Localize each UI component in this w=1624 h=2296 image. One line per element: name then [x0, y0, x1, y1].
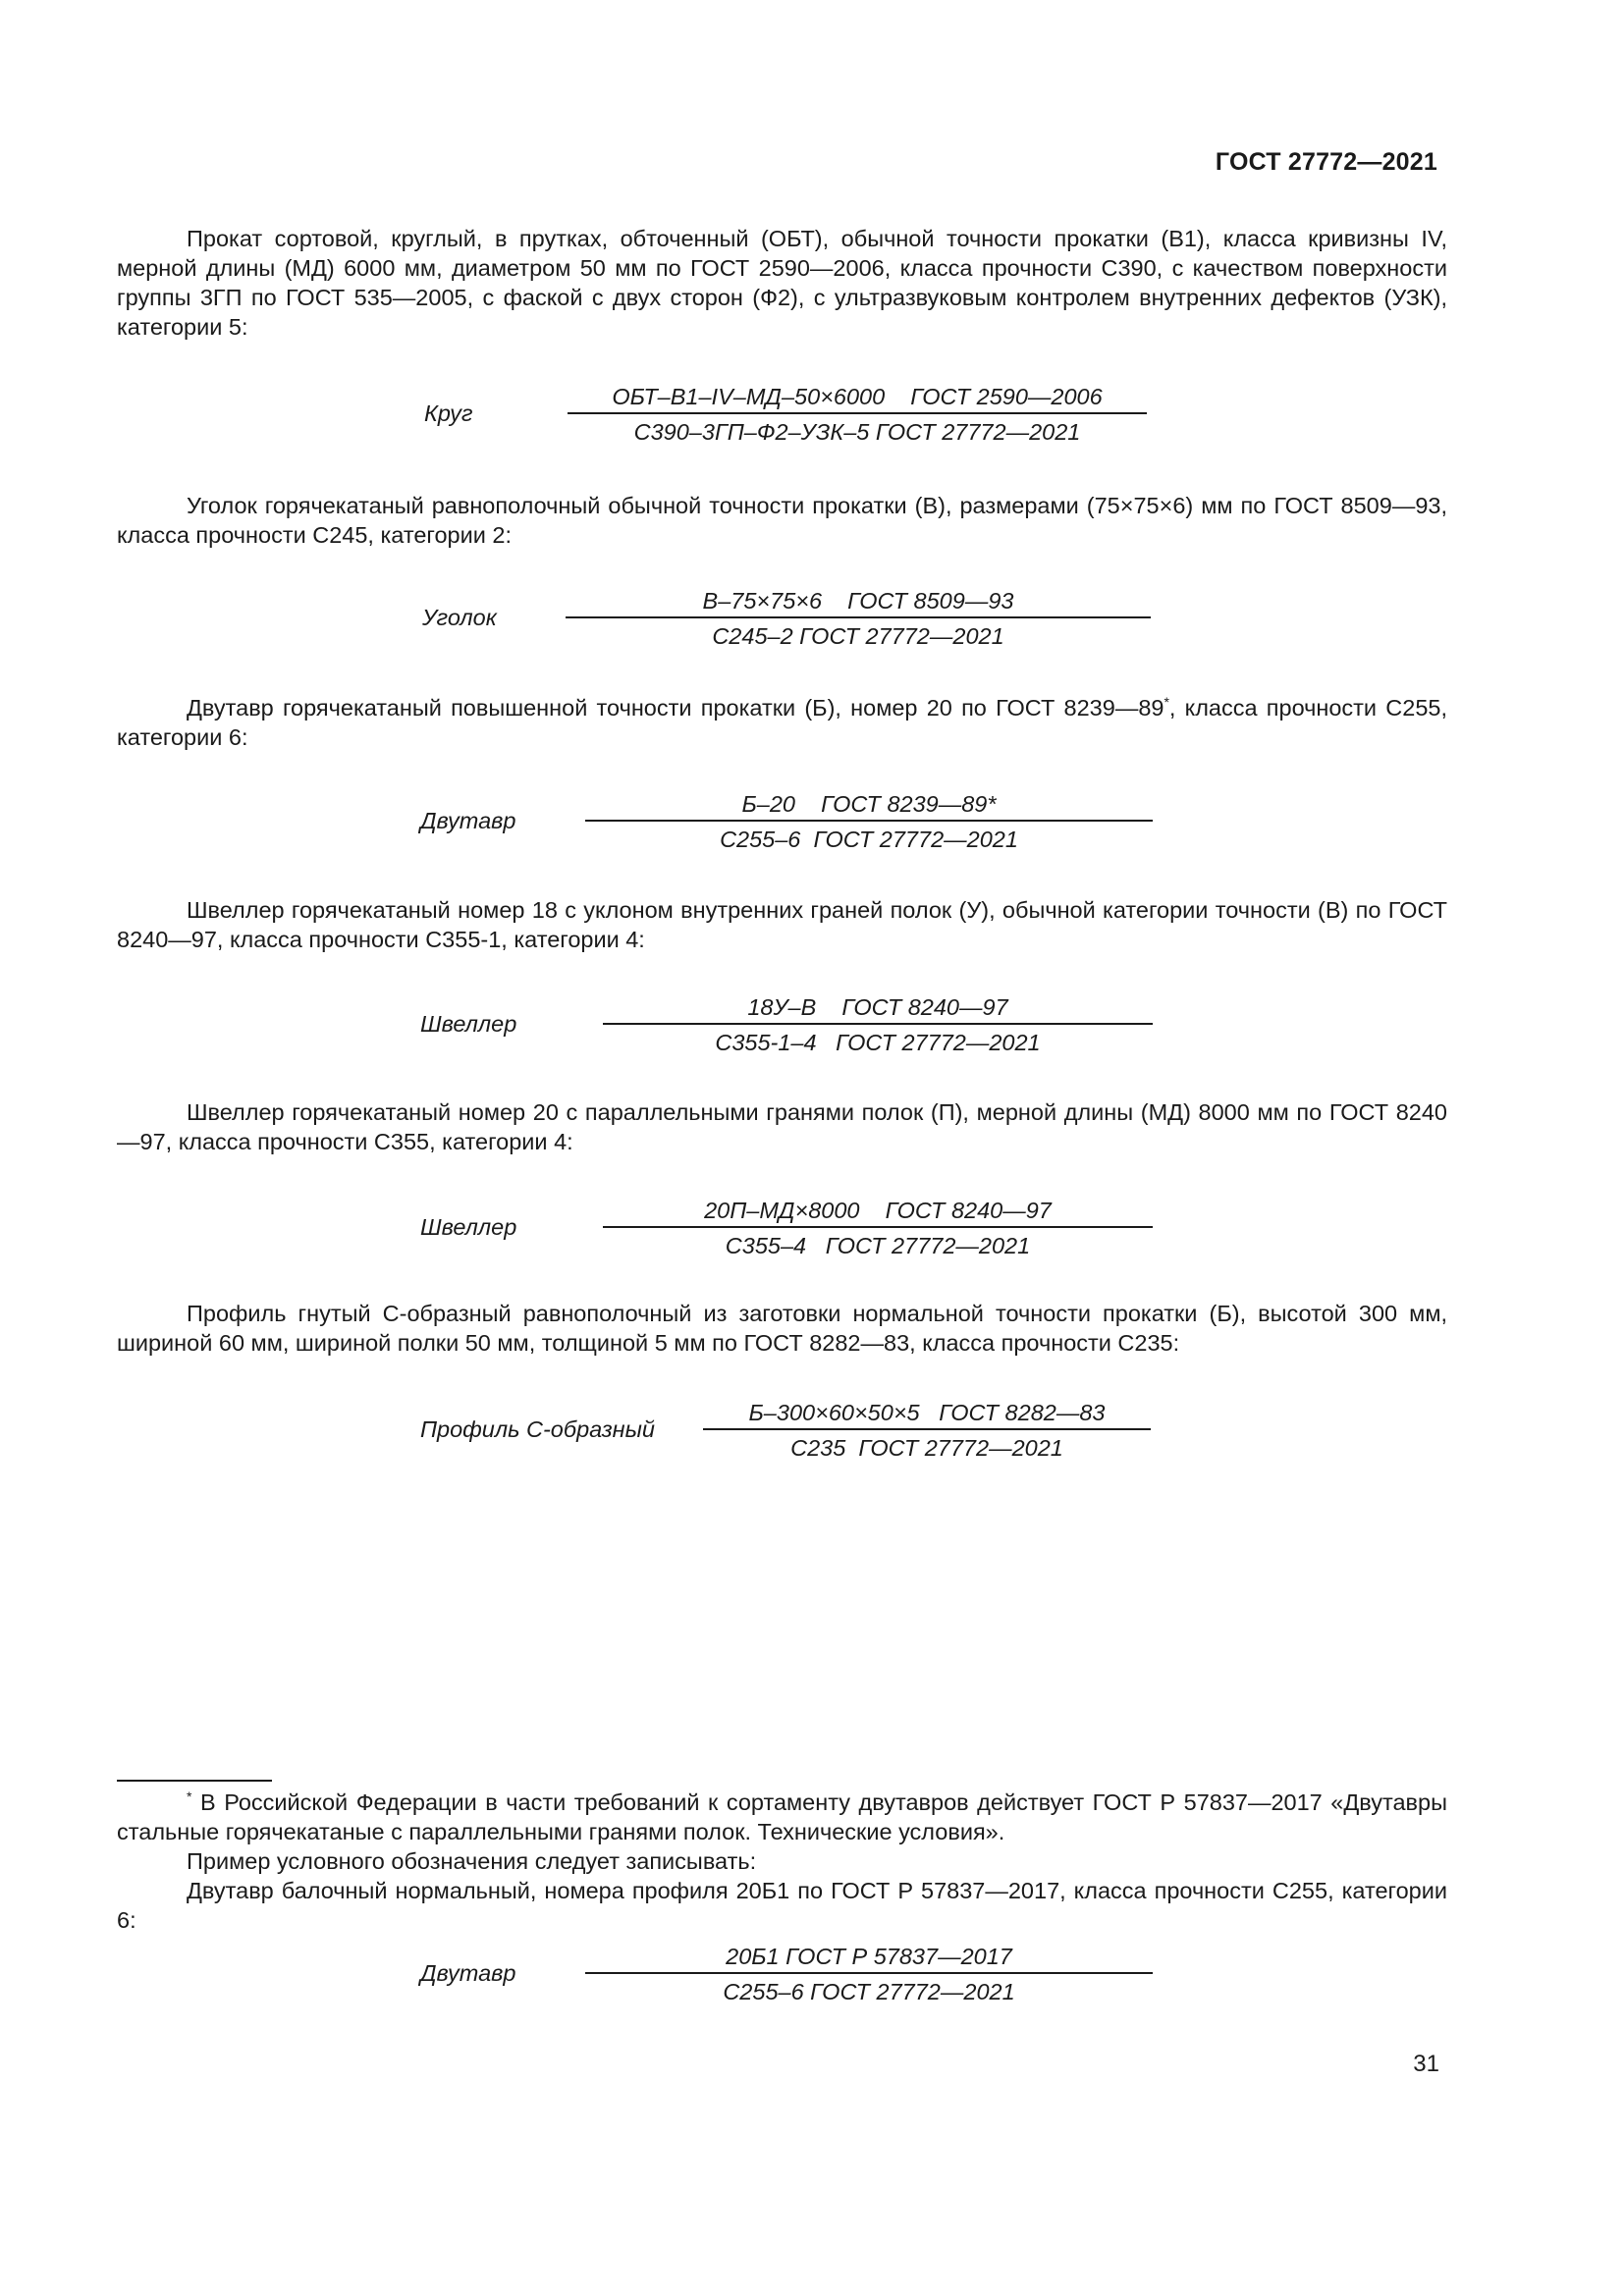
designation-numerator: Б–20 ГОСТ 8239—89* — [741, 791, 997, 817]
designation-denominator: С255–6 ГОСТ 27772—2021 — [720, 827, 1018, 852]
designation-channel-20 — [0, 1195, 1624, 1261]
designation-denominator: С355–4 ГОСТ 27772—2021 — [725, 1233, 1031, 1258]
designation-angle — [0, 585, 1624, 652]
designation-denominator: С245–2 ГОСТ 27772—2021 — [712, 623, 1004, 649]
designation-label: Профиль С-образный — [420, 1416, 655, 1442]
paragraph-channel-18: Швеллер горячекатаный номер 18 с уклоном внутренних граней полок (У), обычной категории точности (В) по ГОСТ 8240—97, класса прочности С355-1, категории 4: — [117, 897, 1447, 952]
designation-numerator: 18У–В ГОСТ 8240—97 — [747, 994, 1008, 1020]
footnote-mark: * — [187, 1789, 192, 1805]
designation-denominator: С255–6 ГОСТ 27772—2021 — [723, 1979, 1015, 2004]
designation-label: Швеллер — [420, 1214, 517, 1240]
footnote-example-intro: Пример условного обозначения следует записывать: — [187, 1848, 757, 1874]
designation-i-beam — [0, 788, 1624, 855]
designation-round — [0, 381, 1624, 448]
footnote-body: В Российской Федерации в части требований к сортаменту двутавров действует ГОСТ Р 57837—2017 «Двутавры стальные горячекатаные с параллельными гранями полок. Технические условия». — [117, 1789, 1447, 1844]
designation-fraction — [568, 381, 1147, 446]
footnote-reference[interactable]: * — [1164, 694, 1169, 711]
designation-label: Уголок — [422, 605, 497, 630]
designation-label: Швеллер — [420, 1011, 517, 1037]
designation-channel-18 — [0, 991, 1624, 1058]
designation-fraction — [566, 585, 1151, 650]
designation-fraction — [703, 1397, 1151, 1462]
designation-numerator: 20П–МД×8000 ГОСТ 8240—97 — [704, 1198, 1052, 1223]
designation-numerator: В–75×75×6 ГОСТ 8509—93 — [702, 588, 1014, 614]
footnote-separator — [117, 1780, 272, 1782]
designation-numerator: Б–300×60×50×5 ГОСТ 8282—83 — [748, 1400, 1106, 1425]
paragraph-c-profile: Профиль гнутый С-образный равнополочный из заготовки нормальной точности прокатки (Б), высотой 300 мм, шириной 60 мм, шириной полки 50 мм, толщиной 5 мм по ГОСТ 8282—83, класса прочности С235: — [117, 1301, 1447, 1356]
paragraph-i-beam-tail: , класса прочности С255, категории 6: — [117, 695, 1447, 750]
document-code: ГОСТ 27772—2021 — [1215, 148, 1437, 176]
designation-denominator: С235 ГОСТ 27772—2021 — [790, 1435, 1063, 1461]
designation-fraction — [603, 991, 1153, 1056]
designation-denominator: С355-1–4 ГОСТ 27772—2021 — [715, 1030, 1041, 1055]
page-number: 31 — [1413, 2051, 1439, 2077]
paragraph-angle: Уголок горячекатаный равнополочный обычной точности прокатки (В), размерами (75×75×6) мм по ГОСТ 8509—93, класса прочности С245, категории 2: — [117, 493, 1447, 548]
designation-c-profile — [0, 1397, 1624, 1464]
designation-label: Двутавр — [420, 1960, 516, 1986]
paragraph-i-beam — [117, 693, 1447, 752]
designation-footnote-i-beam — [0, 1941, 1624, 2007]
designation-fraction — [603, 1195, 1153, 1259]
designation-label: Двутавр — [420, 808, 516, 833]
designation-numerator: 20Б1 ГОСТ Р 57837—2017 — [726, 1944, 1012, 1969]
footnote-example-text: Двутавр балочный нормальный, номера профиля 20Б1 по ГОСТ Р 57837—2017, класса прочности С255, категории 6: — [117, 1878, 1447, 1933]
paragraph-round-bar: Прокат сортовой, круглый, в прутках, обточенный (ОБТ), обычной точности прокатки (В1), класса кривизны IV, мерной длины (МД) 6000 мм, диаметром 50 мм по ГОСТ 2590—2006, класса прочности С390, с качеством поверхности группы 3ГП по ГОСТ 535—2005, с фаской с двух сторон (Ф2), с ультразвуковым контролем внутренних дефектов (УЗК), категории 5: — [117, 226, 1447, 340]
paragraph-channel-20: Швеллер горячекатаный номер 20 с параллельными гранями полок (П), мерной длины (МД) 8000 мм по ГОСТ 8240—97, класса прочности С355, категории 4: — [117, 1099, 1447, 1154]
paragraph-i-beam-text: Двутавр горячекатаный повышенной точности прокатки (Б), номер 20 по ГОСТ 8239—89 — [187, 695, 1164, 721]
footnote-text — [117, 1788, 1447, 1846]
designation-numerator: ОБТ–В1–IV–МД–50×6000 ГОСТ 2590—2006 — [612, 384, 1103, 409]
designation-denominator: С390–3ГП–Ф2–УЗК–5 ГОСТ 27772—2021 — [633, 419, 1081, 445]
designation-label: Круг — [424, 400, 473, 426]
designation-fraction — [585, 1941, 1153, 2005]
designation-fraction — [585, 788, 1153, 853]
